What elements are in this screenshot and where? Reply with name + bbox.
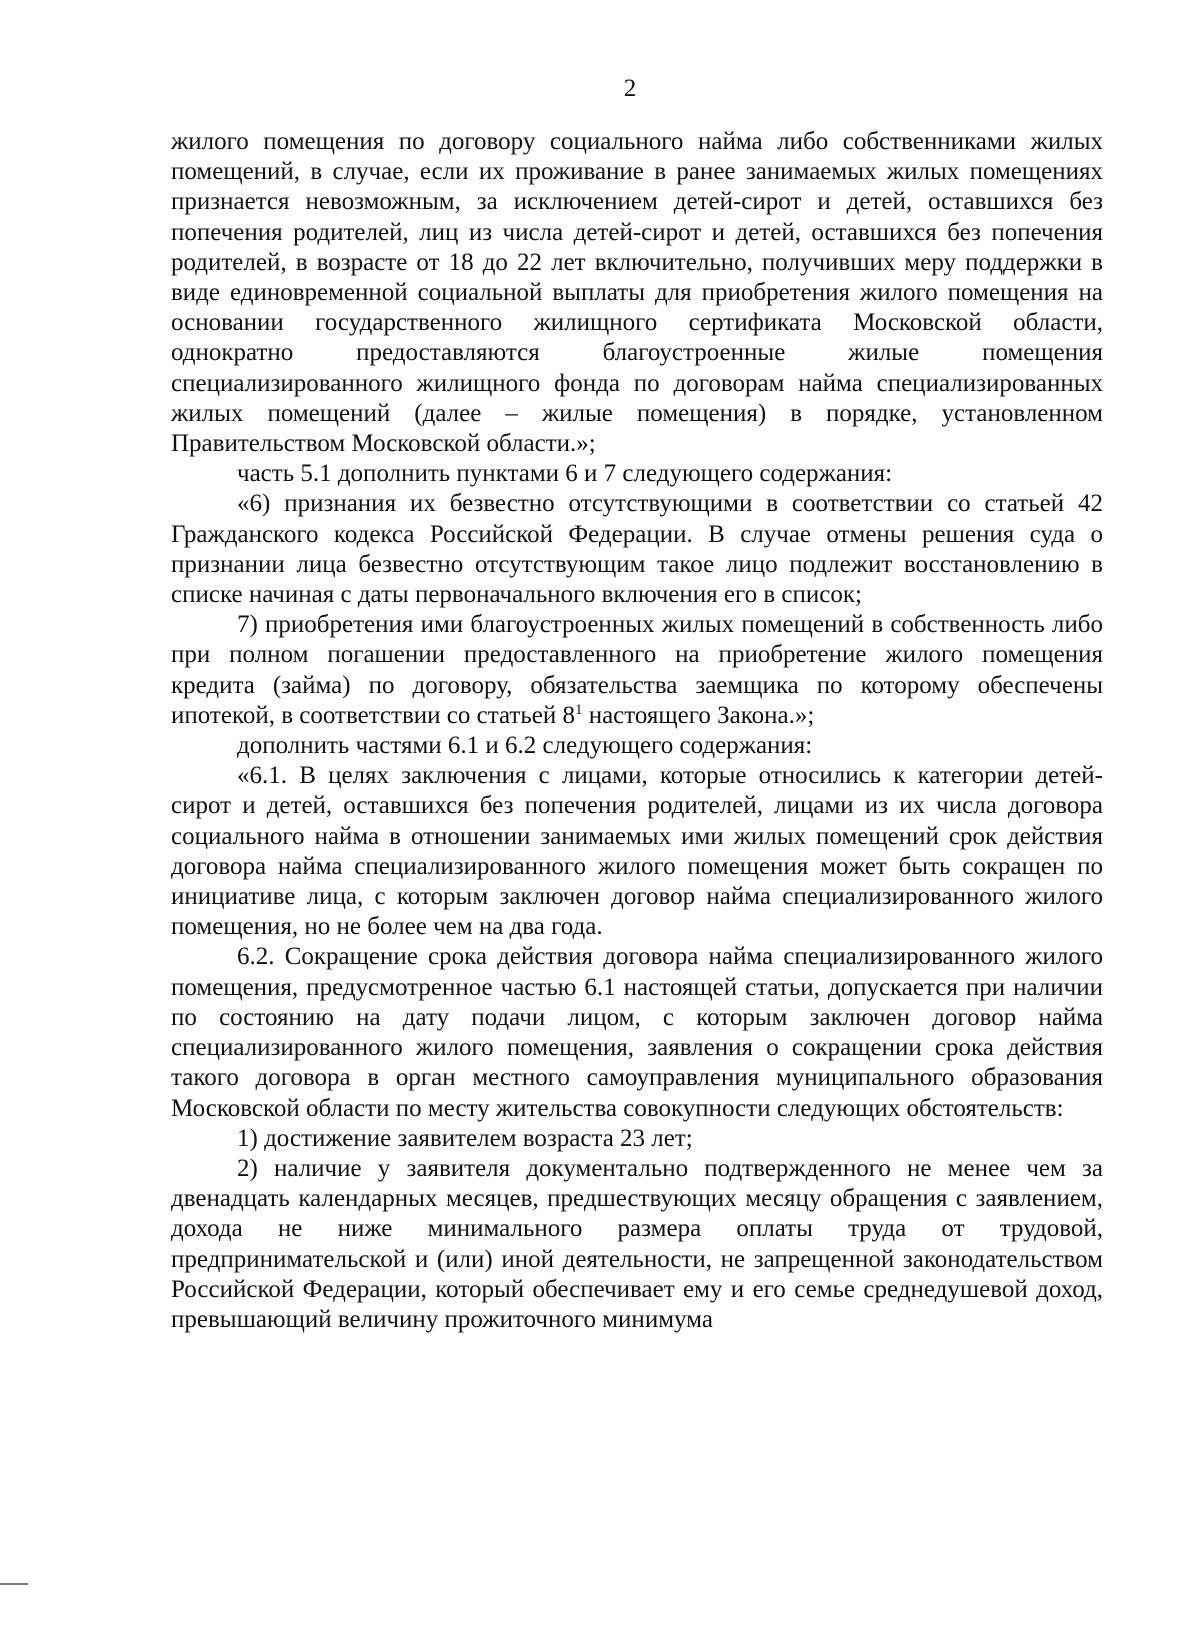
paragraph-4-text-end: настоящего Закона.»; xyxy=(582,701,815,729)
paragraph-3: «6) признания их безвестно отсутствующими в соответствии со статьей 42 Гражданского кодекса Российской Федерации. В случае отмены решения суда о признании лица безвестно отсутствующим такое лицо подлежит восстановлению в списке начиная с даты первоначального включения его в список; xyxy=(171,490,1103,609)
paragraph-2: часть 5.1 дополнить пунктами 6 и 7 следующего содержания: xyxy=(237,460,893,488)
scan-edge-mark xyxy=(0,1583,28,1585)
paragraph-4-text: 7) приобретения ими благоустроенных жилых помещений в собственность либо при полном погашении предоставленного на приобретение жилого помещения кредита (займа) по договору, обязательства заемщика по которому обеспечены ипотекой, в соответствии со статьей 8 xyxy=(171,611,1103,729)
paragraph-4 xyxy=(171,610,1103,731)
document-body xyxy=(171,127,1103,1335)
article-superscript: 1 xyxy=(574,701,583,718)
paragraph-7: 6.2. Сокращение срока действия договора найма специализированного жилого помещения, предусмотренное частью 6.1 настоящей статьи, допускается при наличии по состоянию на дату подачи лицом, с которым заключен договор найма специализированного жилого помещения, заявления о сокращении срока действия такого договора в орган местного самоуправления муниципального образования Московской области по месту жительства совокупности следующих обстоятельств: xyxy=(171,943,1103,1122)
paragraph-1: жилого помещения по договору социального найма либо собственниками жилых помещений, в случае, если их проживание в ранее занимаемых жилых помещениях признается невозможным, за исключением детей-сирот и детей, оставшихся без попечения родителей, лиц из числа детей-сирот и детей, оставшихся без попечения родителей, в возрасте от 18 до 22 лет включительно, получивших меру поддержки в виде единовременной социальной выплаты для приобретения жилого помещения на основании государственного жилищного сертификата Московской области, однократно предоставляются благоустроенные жилые помещения специализированного жилищного фонда по договорам найма специализированных жилых помещений (далее – жилые помещения) в порядке, установленном Правительством Московской области.»; xyxy=(171,128,1103,458)
paragraph-8: 1) достижение заявителем возраста 23 лет; xyxy=(237,1124,693,1152)
paragraph-5: дополнить частями 6.1 и 6.2 следующего содержания: xyxy=(237,732,813,760)
page-number: 2 xyxy=(623,75,637,102)
paragraph-6: «6.1. В целях заключения с лицами, которые относились к категории детей-сирот и детей, оставшихся без попечения родителей, лицами из их числа договора социального найма в отношении занимаемых ими жилых помещений срок действия договора найма специализированного жилого помещения может быть сокращен по инициативе лица, с которым заключен договор найма специализированного жилого помещения, но не более чем на два года. xyxy=(171,762,1103,941)
paragraph-9: 2) наличие у заявителя документально подтвержденного не менее чем за двенадцать календарных месяцев, предшествующих месяцу обращения с заявлением, дохода не ниже минимального размера оплаты труда от трудовой, предпринимательской и (или) иной деятельности, не запрещенной законодательством Российской Федерации, который обеспечивает ему и его семье среднедушевой доход, превышающий величину прожиточного минимума xyxy=(171,1154,1103,1333)
